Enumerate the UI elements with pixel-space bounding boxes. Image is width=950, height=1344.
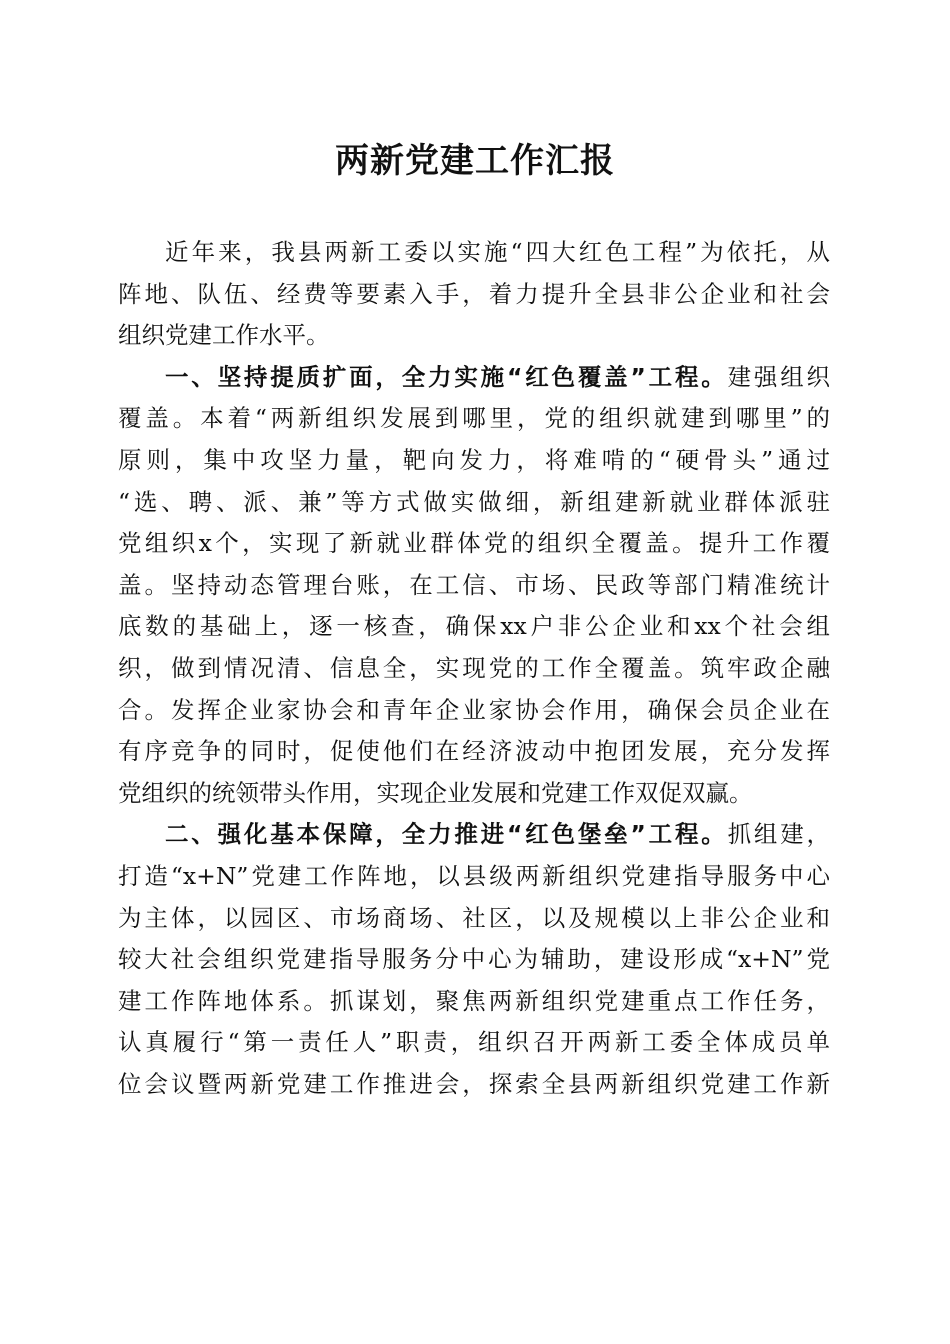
section-heading: 二、强化基本保障，全力推进“红色堡垒”工程。 xyxy=(165,820,728,849)
text-line: 近年来，我县两新工委以实施“四大红色工程”为依托，从 xyxy=(165,238,830,266)
text-line: 原则，集中攻坚力量，靶向发力，将难啃的“硬骨头”通过 xyxy=(118,445,830,474)
text-line: 底数的基础上，逐一核查，确保xx户非公企业和xx个社会组 xyxy=(118,612,830,641)
paragraph-intro xyxy=(118,232,830,357)
text-line: 盖。坚持动态管理台账，在工信、市场、民政等部门精准统计 xyxy=(118,570,830,599)
text-line: 有序竞争的同时，促使他们在经济波动中抱团发展，充分发挥 xyxy=(118,737,830,766)
paragraph-section-1 xyxy=(118,357,830,815)
text-line: 较大社会组织党建指导服务分中心为辅助，建设形成“x+N”党 xyxy=(118,945,830,974)
paragraph-section-2 xyxy=(118,814,830,1105)
text-line: 位会议暨两新党建工作推进会，探索全县两新组织党建工作新 xyxy=(118,1069,830,1098)
text-line: 党组织x个，实现了新就业群体党的组织全覆盖。提升工作覆 xyxy=(118,529,830,558)
text-line: “选、聘、派、兼”等方式做实做细，新组建新就业群体派驻 xyxy=(118,487,830,516)
text-run: 抓组建， xyxy=(727,820,830,849)
text-line: 建工作阵地体系。抓谋划，聚焦两新组织党建重点工作任务， xyxy=(118,986,830,1015)
document-body xyxy=(118,232,830,1105)
text-line xyxy=(118,814,830,856)
text-run: 建强组织 xyxy=(727,362,830,391)
text-line: 合。发挥企业家协会和青年企业家协会作用，确保会员企业在 xyxy=(118,695,830,724)
text-line: 认真履行“第一责任人”职责，组织召开两新工委全体成员单 xyxy=(118,1028,830,1057)
text-line: 党组织的统领带头作用，实现企业发展和党建工作双促双赢。 xyxy=(118,778,753,807)
document-title: 两新党建工作汇报 xyxy=(335,141,615,181)
section-heading: 一、坚持提质扩面，全力实施“红色覆盖”工程。 xyxy=(165,362,728,391)
text-line: 覆盖。本着“两新组织发展到哪里，党的组织就建到哪里”的 xyxy=(118,404,830,433)
text-line: 组织党建工作水平。 xyxy=(118,321,330,350)
text-line: 打造“x+N”党建工作阵地，以县级两新组织党建指导服务中心 xyxy=(118,861,830,890)
text-line: 织，做到情况清、信息全，实现党的工作全覆盖。筑牢政企融 xyxy=(118,653,830,682)
text-line: 为主体，以园区、市场商场、社区，以及规模以上非公企业和 xyxy=(118,903,830,932)
text-line: 阵地、队伍、经费等要素入手，着力提升全县非公企业和社会 xyxy=(118,279,830,308)
text-line xyxy=(118,357,830,399)
